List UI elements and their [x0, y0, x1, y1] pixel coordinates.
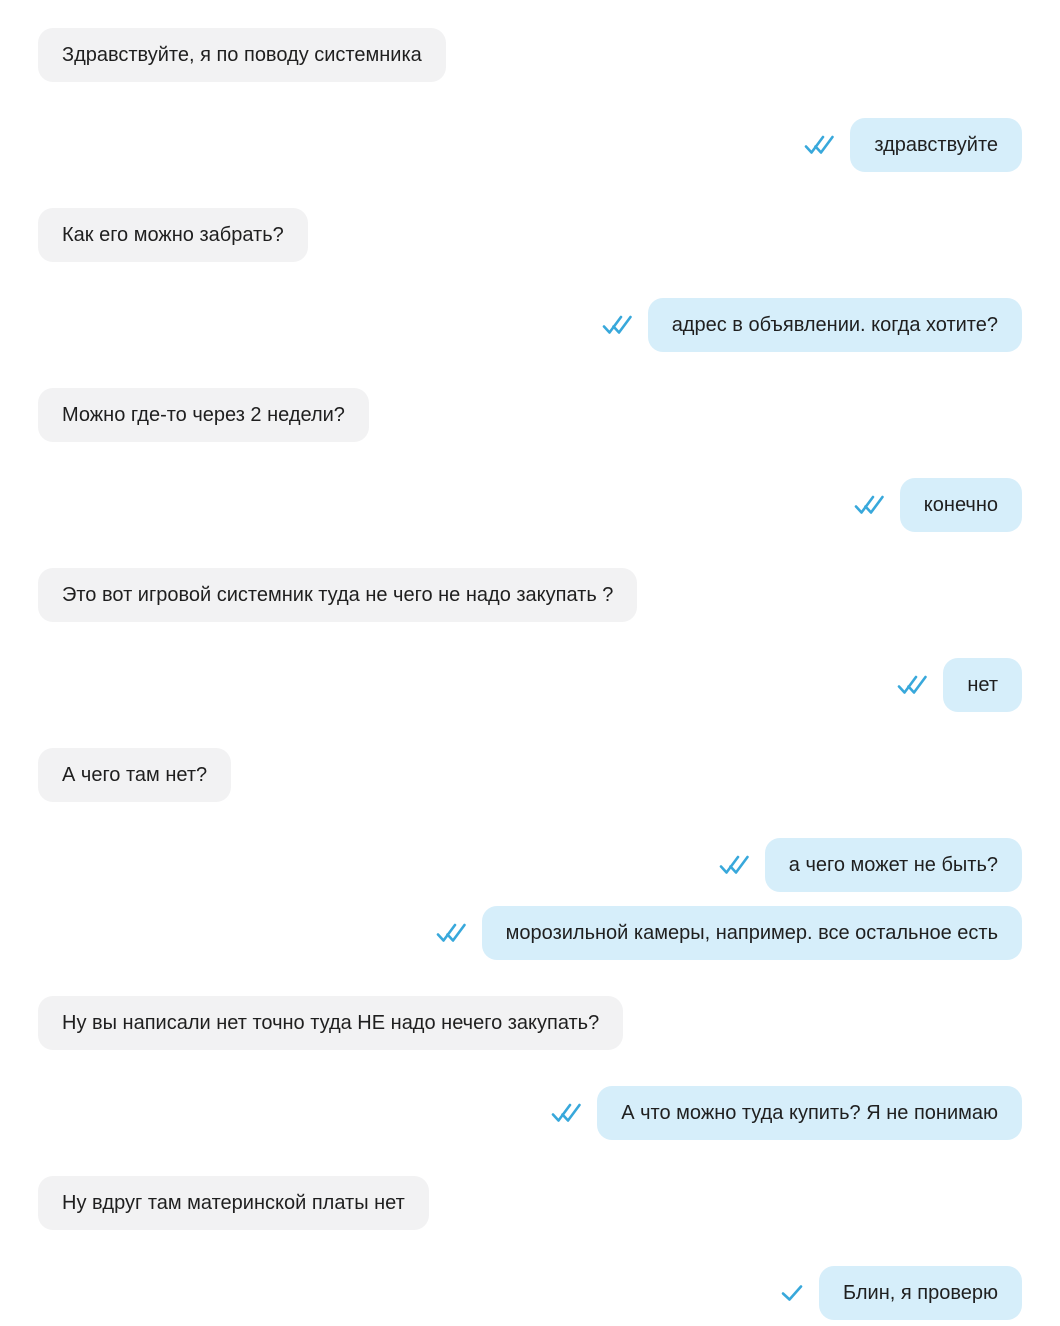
- double-check-icon: [804, 134, 834, 156]
- double-check-icon: [854, 494, 884, 516]
- single-check-icon: [781, 1284, 803, 1302]
- message-row: [38, 1086, 1022, 1140]
- message-bubble[interactable]: [38, 28, 446, 82]
- message-row: [38, 388, 1022, 442]
- message-row: [38, 658, 1022, 712]
- double-check-icon: [897, 674, 927, 696]
- double-check-icon: [719, 854, 749, 876]
- message-bubble[interactable]: [38, 208, 308, 262]
- message-list: [38, 28, 1022, 1320]
- double-check-icon: [551, 1102, 581, 1124]
- message-bubble[interactable]: [38, 568, 637, 622]
- message-row: [38, 568, 1022, 622]
- message-bubble[interactable]: [38, 996, 623, 1050]
- message-row: [38, 478, 1022, 532]
- message-text: Можно где-то через 2 недели?: [62, 404, 345, 426]
- message-bubble[interactable]: [38, 748, 231, 802]
- message-bubble[interactable]: [765, 838, 1022, 892]
- message-text: Как его можно забрать?: [62, 224, 284, 246]
- message-row: [38, 906, 1022, 960]
- message-bubble[interactable]: [38, 1176, 429, 1230]
- double-check-icon: [436, 922, 466, 944]
- message-row: [38, 1266, 1022, 1320]
- message-row: [38, 748, 1022, 802]
- message-text: Это вот игровой системник туда не чего не надо закупать ?: [62, 584, 614, 606]
- message-bubble[interactable]: [482, 906, 1022, 960]
- message-row: [38, 1176, 1022, 1230]
- message-text: А что можно туда купить? Я не понимаю: [621, 1102, 998, 1124]
- message-text: адрес в объявлении. когда хотите?: [671, 314, 998, 336]
- message-row: [38, 118, 1022, 172]
- message-text: конечно: [923, 494, 998, 516]
- message-text: А чего там нет?: [62, 764, 208, 786]
- message-row: [38, 298, 1022, 352]
- message-text: нет: [967, 674, 998, 696]
- message-text: а чего может не быть?: [788, 854, 998, 876]
- message-bubble[interactable]: [819, 1266, 1022, 1320]
- message-row: [38, 28, 1022, 82]
- message-text: Блин, я проверю: [842, 1282, 998, 1304]
- message-bubble[interactable]: [38, 388, 369, 442]
- message-bubble[interactable]: [850, 118, 1022, 172]
- message-text: Ну вдруг там материнской платы нет: [62, 1192, 405, 1214]
- message-row: [38, 996, 1022, 1050]
- message-row: [38, 838, 1022, 892]
- message-bubble[interactable]: [900, 478, 1022, 532]
- message-text: морозильной камеры, например. все остальное есть: [505, 922, 998, 944]
- message-bubble[interactable]: [597, 1086, 1022, 1140]
- double-check-icon: [602, 314, 632, 336]
- message-text: Здравствуйте, я по поводу системника: [62, 44, 422, 66]
- message-text: Ну вы написали нет точно туда НЕ надо нечего закупать?: [62, 1012, 600, 1034]
- message-row: [38, 208, 1022, 262]
- message-text: здравствуйте: [874, 134, 998, 156]
- message-bubble[interactable]: [648, 298, 1022, 352]
- message-bubble[interactable]: [943, 658, 1022, 712]
